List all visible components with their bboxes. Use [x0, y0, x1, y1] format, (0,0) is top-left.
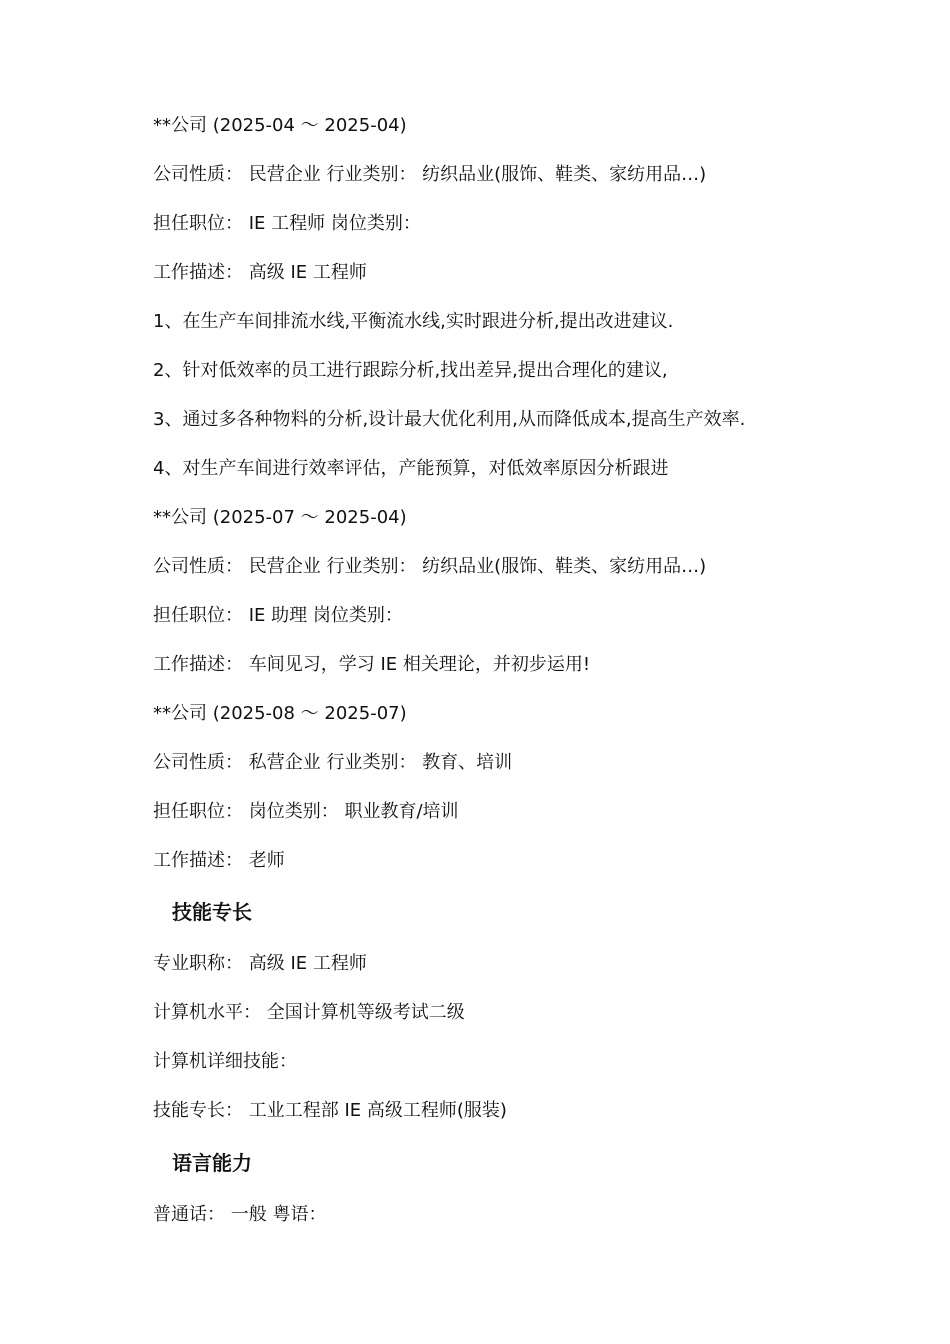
job-3-position: 担任职位： 岗位类别： 职业教育/培训	[153, 801, 459, 822]
job-1-description: 工作描述： 高级 IE 工程师	[153, 262, 367, 283]
job-3-header: **公司 (2025-08 ～ 2025-07)	[153, 703, 407, 724]
skills-computer-level: 计算机水平： 全国计算机等级考试二级	[153, 1002, 465, 1023]
job-2-header: **公司 (2025-07 ～ 2025-04)	[153, 507, 407, 528]
job-2-description: 工作描述： 车间见习，学习 IE 相关理论，并初步运用!	[153, 654, 591, 675]
language-heading: 语言能力	[172, 1151, 252, 1175]
job-2-position: 担任职位： IE 助理 岗位类别：	[153, 605, 403, 626]
skills-specialty: 技能专长： 工业工程部 IE 高级工程师(服装)	[153, 1100, 507, 1121]
job-1-duty-2: 2、针对低效率的员工进行跟踪分析,找出差异,提出合理化的建议,	[153, 360, 668, 381]
job-3-description: 工作描述： 老师	[153, 850, 285, 871]
language-mandarin: 普通话： 一般 粤语：	[153, 1204, 327, 1225]
job-1-duty-3: 3、通过多各种物料的分析,设计最大优化利用,从而降低成本,提高生产效率.	[153, 409, 746, 430]
job-2-nature: 公司性质： 民营企业 行业类别： 纺织品业(服饰、鞋类、家纺用品…)	[153, 556, 707, 577]
job-1-nature: 公司性质： 民营企业 行业类别： 纺织品业(服饰、鞋类、家纺用品…)	[153, 164, 707, 185]
job-1-duty-1: 1、在生产车间排流水线,平衡流水线,实时跟进分析,提出改进建议.	[153, 311, 674, 332]
skills-title: 专业职称： 高级 IE 工程师	[153, 953, 367, 974]
job-3-nature: 公司性质： 私营企业 行业类别： 教育、培训	[153, 752, 513, 773]
job-1-header: **公司 (2025-04 ～ 2025-04)	[153, 115, 407, 136]
skills-computer-details: 计算机详细技能：	[153, 1051, 297, 1072]
skills-heading: 技能专长	[172, 900, 252, 924]
job-1-duty-4: 4、对生产车间进行效率评估，产能预算，对低效率原因分析跟进	[153, 458, 669, 479]
job-1-position: 担任职位： IE 工程师 岗位类别：	[153, 213, 421, 234]
